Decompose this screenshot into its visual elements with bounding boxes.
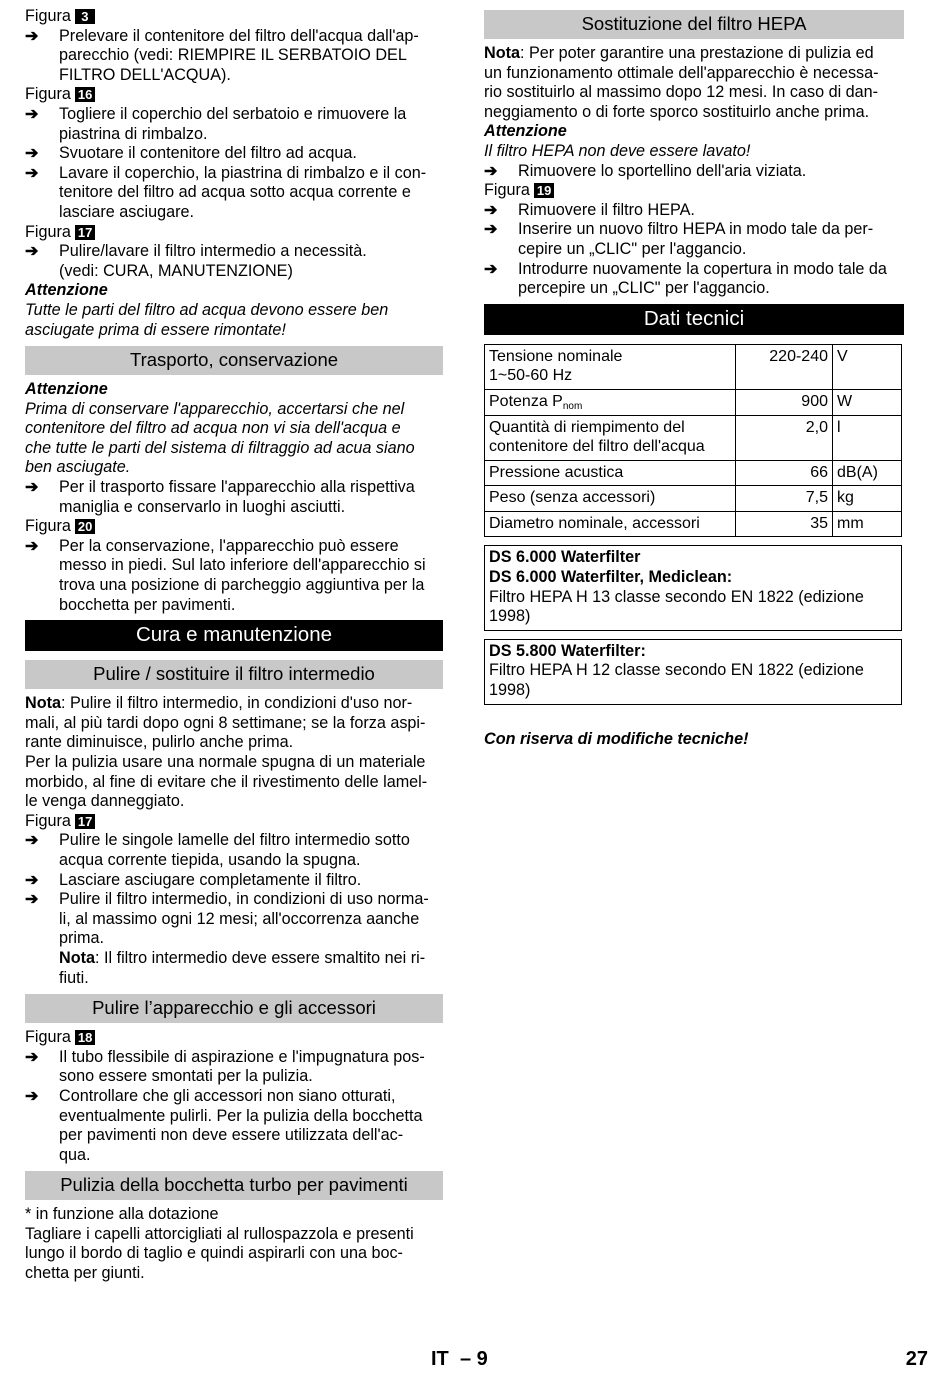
right-column <box>484 7 904 749</box>
step-text-line: parecchio (vedi: RIEMPIRE IL SERBATOIO DEL <box>59 46 407 65</box>
footer-language: IT <box>431 1348 449 1370</box>
model-name: DS 5.800 Waterfilter: <box>489 641 646 660</box>
note-text: rante diminuisce, pulirlo anche prima. <box>25 733 294 752</box>
disclaimer: Con riserva di modifiche tecniche! <box>484 729 749 748</box>
table-row <box>485 511 902 537</box>
attention-heading: Attenzione <box>25 380 108 399</box>
attention-text: ben asciugate. <box>25 458 131 477</box>
attention-text: Prima di conservare l'apparecchio, accertarsi che nel <box>25 399 405 418</box>
instruction-step <box>25 105 443 144</box>
spec-label-cell <box>485 511 736 537</box>
spec-label-cell <box>485 486 736 512</box>
spec-unit: mm <box>833 511 902 537</box>
paragraph-line: Tagliare i capelli attorcigliati al rullospazzola e presenti <box>25 1224 414 1243</box>
step-text-line: eventualmente pulirli. Per la pulizia della bocchetta <box>59 1106 423 1125</box>
spec-unit: kg <box>833 486 902 512</box>
attention-text: Il filtro HEPA non deve essere lavato! <box>484 141 751 160</box>
step-text-line: acqua corrente tiepida, usando la spugna. <box>59 850 361 869</box>
figure-reference <box>25 1028 443 1048</box>
note-line <box>25 694 443 714</box>
spec-label-cell <box>485 344 736 389</box>
attention-heading: Attenzione <box>484 122 567 141</box>
note-label: Nota <box>59 948 95 967</box>
figure-reference <box>484 181 904 201</box>
step-text-line: tenitore del filtro ad acqua sotto acqua corrente e <box>59 183 411 202</box>
figure-reference <box>25 85 443 105</box>
spec-label-subscript: nom <box>562 400 583 412</box>
step-text-line: per pavimenti non deve essere utilizzata dell'ac- <box>59 1126 404 1145</box>
attention-text: che tutte le parti del sistema di filtraggio ad acua siano <box>25 438 415 457</box>
instruction-step <box>25 144 443 164</box>
arrow-icon: ➔ <box>25 891 39 909</box>
spec-label-cell <box>485 460 736 486</box>
model-info-box <box>484 545 902 630</box>
spec-label: Pressione acustica <box>489 463 624 481</box>
instruction-step <box>25 1048 443 1087</box>
spec-value: 220-240 <box>736 344 833 389</box>
step-text-line: Inserire un nuovo filtro HEPA in modo tale da per- <box>518 220 874 239</box>
note-text: fiuti. <box>59 968 89 987</box>
figure-label: Figura <box>25 222 71 241</box>
instruction-step <box>25 1087 443 1165</box>
step-text-line: Lasciare asciugare completamente il filtro. <box>59 870 362 889</box>
figure-reference <box>25 517 443 537</box>
note-text: : Pulire il filtro intermedio, in condizioni d'uso nor- <box>60 694 413 713</box>
spec-value: 2,0 <box>736 415 833 460</box>
model-spec-line: Filtro HEPA H 12 classe secondo EN 1822 (edizione <box>489 661 864 680</box>
instruction-step <box>25 890 443 988</box>
attention-text: Tutte le parti del filtro ad acqua devono essere ben <box>25 300 389 319</box>
spec-label: Diametro nominale, accessori <box>489 514 700 532</box>
figure-number: 19 <box>534 183 554 198</box>
chapter-heading-cura: Cura e manutenzione <box>25 620 443 651</box>
table-row <box>485 415 902 460</box>
note-line <box>25 714 443 734</box>
arrow-icon: ➔ <box>484 162 498 180</box>
instruction-step <box>484 260 904 299</box>
note-label: Nota <box>25 694 61 713</box>
step-text-line: bocchetta per pavimenti. <box>59 595 236 614</box>
arrow-icon: ➔ <box>25 479 39 497</box>
step-text-line: qua. <box>59 1145 91 1164</box>
note-label: Nota <box>484 44 520 62</box>
instruction-step <box>484 220 904 259</box>
spec-label: Peso (senza accessori) <box>489 489 656 507</box>
spec-label: contenitore del filtro dell'acqua <box>489 438 705 456</box>
paragraph-line: morbido, al fine di evitare che il rivestimento delle lamel- <box>25 772 428 791</box>
step-text-line: Rimuovere il filtro HEPA. <box>518 200 695 219</box>
arrow-icon: ➔ <box>25 537 39 555</box>
step-text-line: Rimuovere lo sportellino dell'aria viziata. <box>518 161 807 180</box>
model-info-box <box>484 639 902 705</box>
spec-unit: l <box>833 415 902 460</box>
paragraph-line: Per la pulizia usare una normale spugna di un materiale <box>25 753 426 771</box>
model-spec-line: 1998) <box>489 681 531 700</box>
left-column <box>25 7 443 1284</box>
instruction-step <box>25 164 443 223</box>
step-text-line: cepire un „CLIC" per l'aggancio. <box>518 239 747 258</box>
arrow-icon: ➔ <box>25 243 39 261</box>
footer-section-page: – 9 <box>460 1348 488 1370</box>
spec-label: 1~50-60 Hz <box>489 367 573 385</box>
spec-value: 900 <box>736 389 833 415</box>
note-text: : Per poter garantire una prestazione di pulizia ed <box>519 44 874 62</box>
figure-label: Figura <box>25 1028 71 1047</box>
step-text-line: Il tubo flessibile di aspirazione e l'impugnatura pos- <box>59 1047 425 1066</box>
step-text-line: messo in piedi. Sul lato inferiore dell'apparecchio si <box>59 556 426 575</box>
note-text: un funzionamento ottimale dell'apparecchio è necessa- <box>484 63 879 82</box>
technical-data-table <box>484 344 902 538</box>
instruction-step <box>25 478 443 517</box>
arrow-icon: ➔ <box>25 105 39 123</box>
step-text-line: Pulire le singole lamelle del filtro intermedio sotto <box>59 831 410 850</box>
chapter-heading-dati-tecnici: Dati tecnici <box>484 304 904 335</box>
spec-unit: V <box>833 344 902 389</box>
figure-label: Figura <box>25 517 71 536</box>
step-note-line <box>59 969 443 989</box>
figure-label: Figura <box>25 85 71 104</box>
instruction-step <box>25 27 443 86</box>
step-text-line: Lavare il coperchio, la piastrina di rimbalzo e il con- <box>59 163 427 182</box>
section-heading-hepa: Sostituzione del filtro HEPA <box>484 10 904 39</box>
spec-value: 66 <box>736 460 833 486</box>
arrow-icon: ➔ <box>25 871 39 889</box>
arrow-icon: ➔ <box>484 221 498 239</box>
step-note-line <box>59 949 443 969</box>
spec-label-cell <box>485 389 736 415</box>
spec-label: Potenza P <box>489 392 563 410</box>
spec-unit: dB(A) <box>833 460 902 486</box>
instruction-step <box>25 871 443 891</box>
instruction-step <box>484 201 904 221</box>
model-spec-line: 1998) <box>489 607 531 626</box>
section-heading-trasporto: Trasporto, conservazione <box>25 346 443 375</box>
spec-value: 35 <box>736 511 833 537</box>
section-heading-pulire-apparecchio: Pulire l’apparecchio e gli accessori <box>25 994 443 1023</box>
figure-number: 18 <box>75 1030 95 1045</box>
step-text-line: percepire un „CLIC" per l'aggancio. <box>518 279 770 298</box>
figure-number: 3 <box>75 9 95 24</box>
step-text-line: Per la conservazione, l'apparecchio può essere <box>59 536 399 555</box>
note-text: : Il filtro intermedio deve essere smaltito nei ri- <box>94 948 426 967</box>
table-row <box>485 344 902 389</box>
paragraph-line: le venga danneggiato. <box>25 792 185 811</box>
section-heading-filtro-intermedio: Pulire / sostituire il filtro intermedio <box>25 660 443 689</box>
figure-number: 20 <box>75 519 95 534</box>
instruction-step <box>484 162 904 182</box>
footer-page-number: 27 <box>905 1348 928 1370</box>
spec-label: Tensione nominale <box>489 347 623 365</box>
step-text-line: maniglia e conservarlo in luoghi asciutti. <box>59 497 346 516</box>
step-text-line: lasciare asciugare. <box>59 202 194 221</box>
table-row <box>485 486 902 512</box>
step-text-line: Pulire il filtro intermedio, in condizioni di uso norma- <box>59 890 429 909</box>
step-text-line: li, al massimo ogni 12 mesi; all'occorrenza aanche <box>59 909 420 928</box>
figure-number: 17 <box>75 814 95 829</box>
arrow-icon: ➔ <box>484 201 498 219</box>
step-text-line: Togliere il coperchio del serbatoio e rimuovere la <box>59 104 407 123</box>
step-text-line: Svuotare il contenitore del filtro ad acqua. <box>59 144 357 163</box>
note-line <box>484 64 904 84</box>
arrow-icon: ➔ <box>25 832 39 850</box>
attention-text: contenitore del filtro ad acqua non vi sia dell'acqua e <box>25 419 401 438</box>
step-text-line: Introdurre nuovamente la copertura in modo tale da <box>518 259 887 278</box>
step-text-line: Controllare che gli accessori non siano otturati, <box>59 1086 396 1105</box>
instruction-step <box>25 537 443 615</box>
paragraph-line: lungo il bordo di taglio e quindi aspirarli con una boc- <box>25 1244 403 1263</box>
arrow-icon: ➔ <box>484 260 498 278</box>
arrow-icon: ➔ <box>25 164 39 182</box>
paragraph-line: * in funzione alla dotazione <box>25 1205 219 1224</box>
step-text-line: piastrina di rimbalzo. <box>59 124 208 143</box>
step-text-line: Prelevare il contenitore del filtro dell'acqua dall'ap- <box>59 26 419 45</box>
figure-reference <box>25 812 443 832</box>
figure-label: Figura <box>25 7 71 25</box>
figure-number: 16 <box>75 87 95 102</box>
note-text: rio sostituirlo al massimo dopo 12 mesi. In caso di dan- <box>484 83 879 102</box>
step-text-line: (vedi: CURA, MANUTENZIONE) <box>59 261 293 280</box>
model-name: DS 6.000 Waterfilter <box>489 548 641 567</box>
spec-unit: W <box>833 389 902 415</box>
step-text-line: trova una posizione di parcheggio aggiuntiva per la <box>59 576 425 595</box>
note-line <box>484 83 904 103</box>
note-text: mali, al più tardi dopo ogni 8 settimane; se la forza aspi- <box>25 713 426 732</box>
attention-heading: Attenzione <box>25 281 108 300</box>
paragraph-line: chetta per giunti. <box>25 1264 145 1283</box>
attention-text: asciugate prima di essere rimontate! <box>25 320 286 339</box>
arrow-icon: ➔ <box>25 27 39 45</box>
step-text-line: Per il trasporto fissare l'apparecchio alla rispettiva <box>59 478 415 497</box>
arrow-icon: ➔ <box>25 1087 39 1105</box>
spec-value: 7,5 <box>736 486 833 512</box>
arrow-icon: ➔ <box>25 145 39 163</box>
figure-label: Figura <box>484 181 530 200</box>
model-name: DS 6.000 Waterfilter, Mediclean: <box>489 568 733 587</box>
step-text-line: prima. <box>59 929 104 948</box>
figure-reference <box>25 223 443 243</box>
figure-number: 17 <box>75 225 95 240</box>
note-line <box>484 103 904 123</box>
instruction-step <box>25 831 443 870</box>
note-text: neggiamento o di forte sporco sostituirlo anche prima. <box>484 102 870 121</box>
spec-label: Quantità di riempimento del <box>489 418 685 436</box>
note-line <box>25 733 443 753</box>
figure-reference <box>25 7 443 27</box>
section-heading-bocchetta-turbo: Pulizia della bocchetta turbo per pavimenti <box>25 1171 443 1200</box>
spec-label-cell <box>485 415 736 460</box>
step-text-line: Pulire/lavare il filtro intermedio a necessità. <box>59 242 367 261</box>
table-row <box>485 389 902 415</box>
step-text-line: FILTRO DELL'ACQUA). <box>59 65 231 84</box>
model-spec-line: Filtro HEPA H 13 classe secondo EN 1822 (edizione <box>489 587 864 606</box>
table-row <box>485 460 902 486</box>
instruction-step <box>25 242 443 281</box>
note-line <box>484 44 904 64</box>
step-text-line: sono essere smontati per la pulizia. <box>59 1067 313 1086</box>
figure-label: Figura <box>25 811 71 830</box>
arrow-icon: ➔ <box>25 1048 39 1066</box>
